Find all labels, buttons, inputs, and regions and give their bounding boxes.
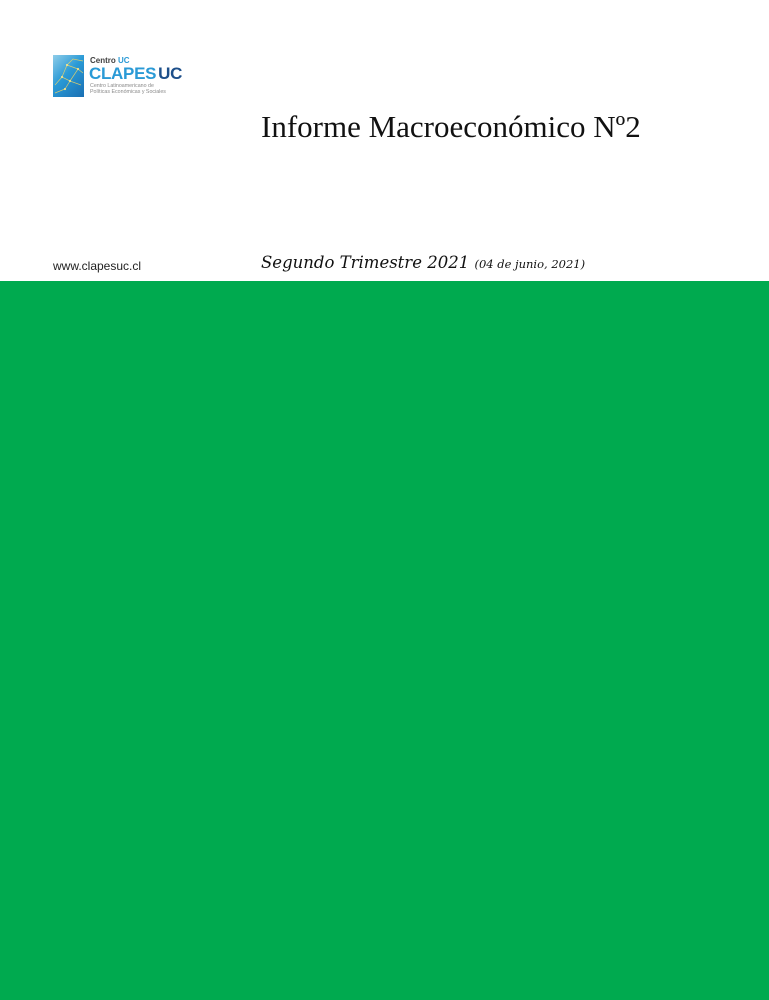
- logo-clapes-uc: CLAPES UC: [89, 64, 183, 83]
- logo-subtitle: Centro Latinoamericano de Políticas Económicas y Sociales: [90, 83, 166, 95]
- network-graph-icon: [53, 55, 84, 97]
- logo-centro-uc: Centro UC: [90, 56, 130, 65]
- period-label: Segundo Trimestre 2021: [261, 253, 470, 272]
- clapes-uc-logo: [53, 55, 203, 99]
- website-link[interactable]: www.clapesuc.cl: [53, 259, 142, 273]
- cover-green-panel: [0, 281, 769, 1000]
- cover-header: [0, 0, 769, 281]
- report-date: (04 de junio, 2021): [474, 257, 586, 271]
- report-title: Informe Macroeconómico Nº2: [261, 109, 641, 144]
- report-period: [261, 253, 585, 272]
